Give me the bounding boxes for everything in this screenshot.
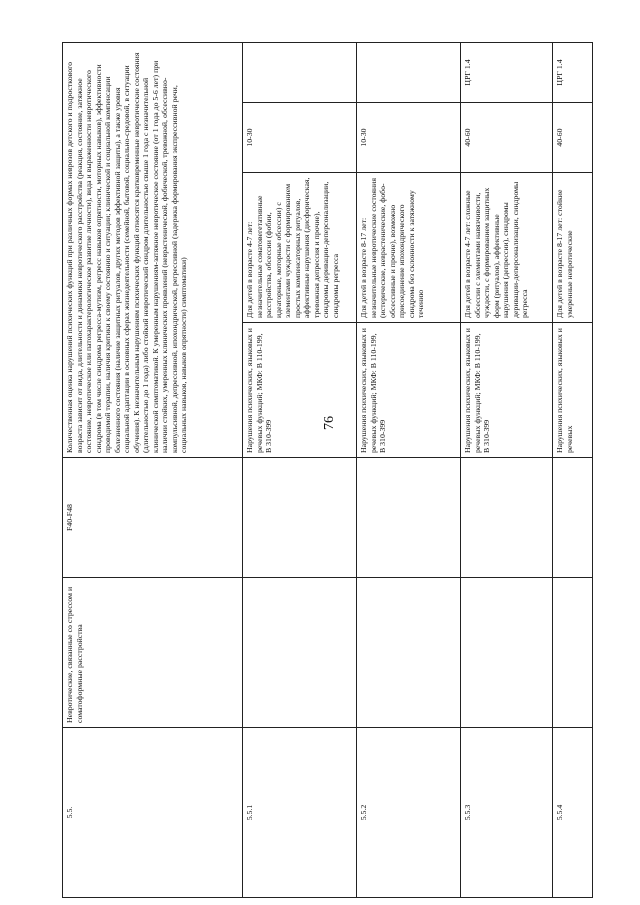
rotated-table-container bbox=[62, 43, 592, 898]
row-category: ЦРГ 1.4 bbox=[461, 42, 553, 102]
row-code: 5.5.3 bbox=[461, 728, 553, 898]
row-category bbox=[357, 42, 461, 102]
table-row bbox=[357, 42, 461, 897]
row-percent: 10-30 bbox=[243, 103, 357, 173]
row-empty bbox=[243, 458, 357, 578]
row-criteria: Для детей в возрасте 8-17 лет: незначительные невротические состояния (истерические, неврастенические, фобо-обсессивные и прочие), возможно присоединение ипохондрического синдрома без склонности к затяжному течению bbox=[357, 173, 461, 323]
row-impairment: Нарушения психических, языковых и речевых функций; МКФ: В 110-199, В 310-399 bbox=[461, 323, 553, 458]
row-empty bbox=[461, 578, 553, 728]
section-title: Невротические, связанные со стрессом и соматоформные расстройства bbox=[63, 578, 243, 728]
row-code: 5.5.4 bbox=[553, 728, 593, 898]
row-empty bbox=[243, 578, 357, 728]
table-row bbox=[461, 42, 553, 897]
row-empty bbox=[357, 458, 461, 578]
row-empty bbox=[553, 458, 593, 578]
row-empty bbox=[357, 578, 461, 728]
row-empty bbox=[553, 578, 593, 728]
row-empty bbox=[461, 458, 553, 578]
row-impairment: Нарушения психических, языковых и речевых функций; МКФ: В 110-199, В 310-399 bbox=[357, 323, 461, 458]
row-category bbox=[243, 42, 357, 102]
row-percent: 10-30 bbox=[357, 103, 461, 173]
row-impairment: Нарушения психических, языковых и речевых функций; МКФ: В 110-199, В 310-399 bbox=[243, 323, 357, 458]
table-row bbox=[553, 42, 593, 897]
section-code: 5.5. bbox=[63, 728, 243, 898]
row-code: 5.5.2 bbox=[357, 728, 461, 898]
row-percent: 40-60 bbox=[461, 103, 553, 173]
row-code: 5.5.1 bbox=[243, 728, 357, 898]
row-criteria: Для детей в возрасте 4-7 лет: незначительные соматовегетативные расстройства, обсессии (фобии, идеаторные, моторные обсессии) с элементами чуждости с формированием простых компенсаторных ритуалов, аффективные нарушения (дисфорическая, тревожная депрессия и прочие), синдромы деривации-деперсонализации, синдромы регресса bbox=[243, 173, 357, 323]
row-impairment: Нарушения психических, языковых и речевых bbox=[553, 323, 593, 458]
section-row bbox=[63, 42, 243, 897]
row-criteria: Для детей в возрасте 8-17 лет: стойкие умеренные невротические bbox=[553, 173, 593, 323]
table-row bbox=[243, 42, 357, 897]
row-criteria: Для детей в возрасте 4-7 лет: сложные обсессии с элементами навязчивости, чуждости, с формированием защитных форм (ритуалов), аффективные нарушения (депрессии), синдромы деривации-деперсонализации, синдромы регресса bbox=[461, 173, 553, 323]
disability-criteria-table bbox=[62, 42, 593, 898]
row-category: ЦРГ 1.4 bbox=[553, 42, 593, 102]
section-description: Количественная оценка нарушений психических функций при различных формах неврозов детского и подросткового возраста зависит от вида, длительности и динамики невротического расстройства (реакция, состояние, затяжное состояние, невротическое или патохарактерологическое развитие личности), вида и выраженности невротического синдрома (в том числе синдрома регресса-мутизм, регресс навыков опрятности, моторных навыков), эффективности проводимой терапии, наличия критики к своему состоянию и ситуации; клинической и социальной компенсации болезненного состояния (наличие защитных ритуалов, других методов эффективной защиты), а также уровня социальной адаптации в основных сферах жизнедеятельности (семейной, бытовой, социально-средовой, в ситуации обучения). К незначительным нарушениям психических функций относятся кратковременные невротические состояния (длительностью до 1 года) либо стойкий невротический синдром длительностью свыше 1 года с незначительной клинической симптоматикой. К умеренным нарушениям-затяжное невротическое состояние (от 1 года до 5-6 лет) при наличии стойких, умеренных клинических проявлений (неврастенической, фобической, тревожной, обсессивно-компульсивной, депрессивной, ипохондрической, регрессивной (задержка формирования экспрессивной речи, социальных навыков, навыков опрятности) симптоматики) bbox=[63, 42, 243, 457]
section-icd: F40-F48 bbox=[63, 458, 243, 578]
page-number: 76 bbox=[322, 416, 337, 430]
row-percent: 40-60 bbox=[553, 103, 593, 173]
